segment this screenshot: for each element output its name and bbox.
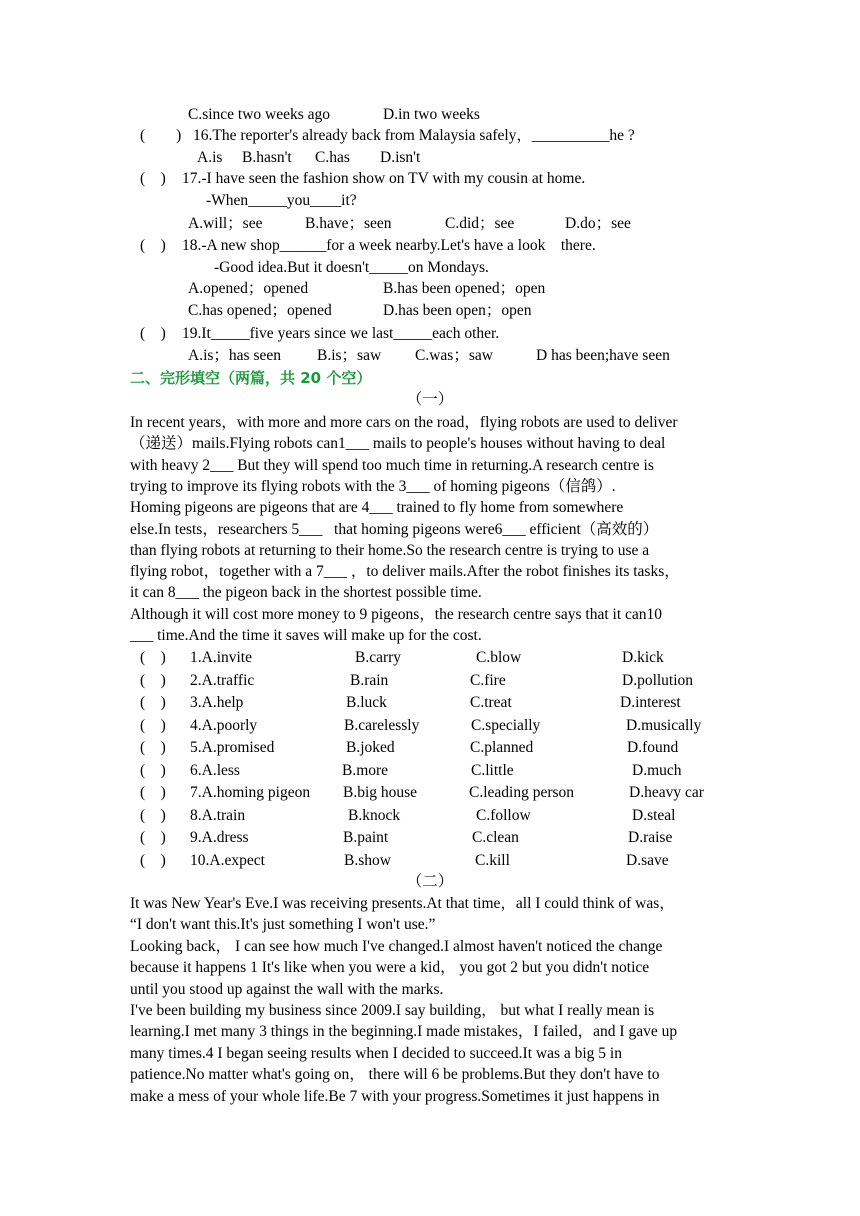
passage-1-line: flying robot，together with a 7___ ，to deliver mails.After the robot finishes its tasks， xyxy=(130,563,680,581)
cloze-q2-option-d: D.pollution xyxy=(622,671,694,689)
passage-1-line: Although it will cost more money to 9 pigeons，the research centre says that it can10 xyxy=(130,605,663,623)
cloze-q1-option-c: C.blow xyxy=(476,649,522,666)
cloze-q4-option-a: 4.A.poorly xyxy=(190,716,258,734)
passage-1-line: Homing pigeons are pigeons that are 4___ trained to fly home from somewhere xyxy=(130,499,624,517)
cloze-q2-option-c: C.fire xyxy=(470,671,506,689)
cloze-q1-answer-blank[interactable]: ( ) xyxy=(140,649,166,666)
cloze-q5-option-d: D.found xyxy=(627,739,679,756)
cloze-q8-option-c: C.follow xyxy=(476,806,531,824)
cloze-q7-option-c: C.leading person xyxy=(469,784,575,801)
q16-answer-blank[interactable]: ( ) xyxy=(140,127,182,144)
q17-answer-blank[interactable]: ( ) xyxy=(140,170,166,187)
q19-stem: 19.It_____five years since we last_____each other. xyxy=(182,325,500,342)
cloze-q3-option-a: 3.A.help xyxy=(190,694,244,711)
passage-2-line: patience.No matter what's going on， there will 6 be problems.But they don't have to xyxy=(130,1066,660,1084)
cloze-q6-answer-blank[interactable]: ( ) xyxy=(140,761,166,779)
passage-2-line: until you stood up against the wall with the marks. xyxy=(130,980,444,998)
cloze-q1-option-b: B.carry xyxy=(355,649,402,666)
q17-stem: 17.-I have seen the fashion show on TV with my cousin at home. xyxy=(182,170,586,187)
q19-answer-blank[interactable]: ( ) xyxy=(140,325,166,342)
cloze-q10-option-d: D.save xyxy=(626,851,669,869)
q17-option-a: A.will；see xyxy=(188,215,263,232)
passage-1-line: trying to improve its flying robots with the 3___ of homing pigeons（信鸽）. xyxy=(130,477,616,495)
q15-option-d: D.in two weeks xyxy=(383,106,480,123)
cloze-q7-answer-blank[interactable]: ( ) xyxy=(140,784,166,801)
cloze-q4-answer-blank[interactable]: ( ) xyxy=(140,716,166,734)
cloze-q10-option-a: 10.A.expect xyxy=(190,851,265,869)
q17-option-c: C.did；see xyxy=(445,215,515,232)
q18-option-b: B.has been opened；open xyxy=(383,280,546,297)
cloze-q2-option-b: B.rain xyxy=(350,671,389,689)
passage-1-line: ___ time.And the time it saves will make up for the cost. xyxy=(130,627,482,644)
q19-option-d: D has been;have seen xyxy=(536,347,670,364)
cloze-q2-option-a: 2.A.traffic xyxy=(190,671,255,689)
cloze-q1-option-d: D.kick xyxy=(622,649,664,666)
passage-1-line: than flying robots at returning to their home.So the research centre is trying to use a xyxy=(130,541,650,559)
passage-2-line: make a mess of your whole life.Be 7 with your progress.Sometimes it just happens in xyxy=(130,1087,660,1105)
q16-option-b: B.hasn't xyxy=(242,149,292,166)
cloze-q7-option-a: 7.A.homing pigeon xyxy=(190,784,311,801)
cloze-q10-option-b: B.show xyxy=(344,851,391,869)
cloze-q9-option-c: C.clean xyxy=(472,829,519,846)
passage-1-line: else.In tests，researchers 5___ that homing pigeons were6___ efficient（高效的） xyxy=(130,520,659,538)
q17-option-d: D.do；see xyxy=(565,215,631,232)
q19-option-c: C.was；saw xyxy=(415,347,493,364)
q15-option-c: C.since two weeks ago xyxy=(188,106,331,123)
q16-option-d: D.isn't xyxy=(380,149,421,166)
q19-option-a: A.is；has seen xyxy=(188,347,281,364)
cloze-q4-option-d: D.musically xyxy=(626,716,702,734)
section-heading-cloze: 二、完形填空（两篇，共 20 个空） xyxy=(130,369,372,387)
cloze-q9-option-a: 9.A.dress xyxy=(190,829,249,846)
cloze-q6-option-c: C.little xyxy=(471,761,514,779)
cloze-q6-option-d: D.much xyxy=(632,761,682,779)
passage-1-label: （一） xyxy=(406,391,454,408)
passage-1-line: it can 8___ the pigeon back in the shortest possible time. xyxy=(130,584,482,602)
cloze-q9-option-b: B.paint xyxy=(343,829,389,846)
cloze-q9-option-d: D.raise xyxy=(628,829,673,846)
cloze-q7-option-d: D.heavy car xyxy=(629,784,704,801)
q19-option-b: B.is；saw xyxy=(317,347,382,364)
cloze-q6-option-a: 6.A.less xyxy=(190,761,240,779)
q16-option-a: A.is xyxy=(197,149,223,166)
cloze-q3-option-b: B.luck xyxy=(346,694,387,711)
cloze-q4-option-b: B.carelessly xyxy=(344,716,420,734)
passage-2-line: learning.I met many 3 things in the beginning.I made mistakes，I failed，and I gave up xyxy=(130,1023,678,1041)
cloze-q3-option-c: C.treat xyxy=(470,694,512,711)
q18-stem-reply: -Good idea.But it doesn't_____on Mondays. xyxy=(214,259,489,276)
cloze-q5-option-b: B.joked xyxy=(346,739,395,756)
cloze-q5-option-a: 5.A.promised xyxy=(190,739,275,756)
passage-1-line: （递送）mails.Flying robots can1___ mails to people's houses without having to deal xyxy=(130,435,666,453)
cloze-q8-option-a: 8.A.train xyxy=(190,806,246,824)
passage-1-line: In recent years，with more and more cars on the road，flying robots are used to deliver xyxy=(130,414,678,431)
cloze-q5-answer-blank[interactable]: ( ) xyxy=(140,739,166,756)
cloze-q5-option-c: C.planned xyxy=(470,739,534,756)
q18-stem: 18.-A new shop______for a week nearby.Let's have a look there. xyxy=(182,237,596,254)
passage-2-line: many times.4 I began seeing results when I decided to succeed.It was a big 5 in xyxy=(130,1044,622,1062)
cloze-q1-option-a: 1.A.invite xyxy=(190,649,252,666)
cloze-q6-option-b: B.more xyxy=(342,761,389,779)
q18-option-d: D.has been open；open xyxy=(383,302,532,319)
passage-2-line: It was New Year's Eve.I was receiving presents.At that time，all I could think of was， xyxy=(130,895,675,912)
passage-2-line: Looking back， I can see how much I've changed.I almost haven't noticed the change xyxy=(130,937,663,955)
cloze-q9-answer-blank[interactable]: ( ) xyxy=(140,829,166,846)
cloze-q7-option-b: B.big house xyxy=(343,784,418,801)
cloze-q10-answer-blank[interactable]: ( ) xyxy=(140,851,166,869)
q18-option-c: C.has opened；opened xyxy=(188,302,332,319)
cloze-q8-option-b: B.knock xyxy=(348,806,401,824)
q18-option-a: A.opened；opened xyxy=(188,280,309,297)
q16-option-c: C.has xyxy=(315,149,350,166)
q16-stem: 16.The reporter's already back from Malaysia safely，__________he ? xyxy=(193,127,635,144)
passage-2-line: I've been building my business since 2009.I say building， but what I really mean is xyxy=(130,1002,655,1019)
passage-2-line: “I don't want this.It's just something I won't use.” xyxy=(130,916,436,934)
cloze-q8-option-d: D.steal xyxy=(632,806,676,824)
passage-2-label: （二） xyxy=(406,873,454,890)
cloze-q3-answer-blank[interactable]: ( ) xyxy=(140,694,166,711)
passage-1-line: with heavy 2___ But they will spend too much time in returning.A research centre is xyxy=(130,456,654,474)
cloze-q8-answer-blank[interactable]: ( ) xyxy=(140,806,166,824)
cloze-q3-option-d: D.interest xyxy=(620,694,681,711)
q17-stem-reply: -When_____you____it? xyxy=(206,192,357,209)
cloze-q2-answer-blank[interactable]: ( ) xyxy=(140,671,166,689)
q17-option-b: B.have；seen xyxy=(305,215,392,232)
q18-answer-blank[interactable]: ( ) xyxy=(140,237,166,254)
passage-2-line: because it happens 1 It's like when you were a kid， you got 2 but you didn't notice xyxy=(130,959,650,977)
cloze-q4-option-c: C.specially xyxy=(471,716,541,734)
cloze-q10-option-c: C.kill xyxy=(475,851,510,869)
